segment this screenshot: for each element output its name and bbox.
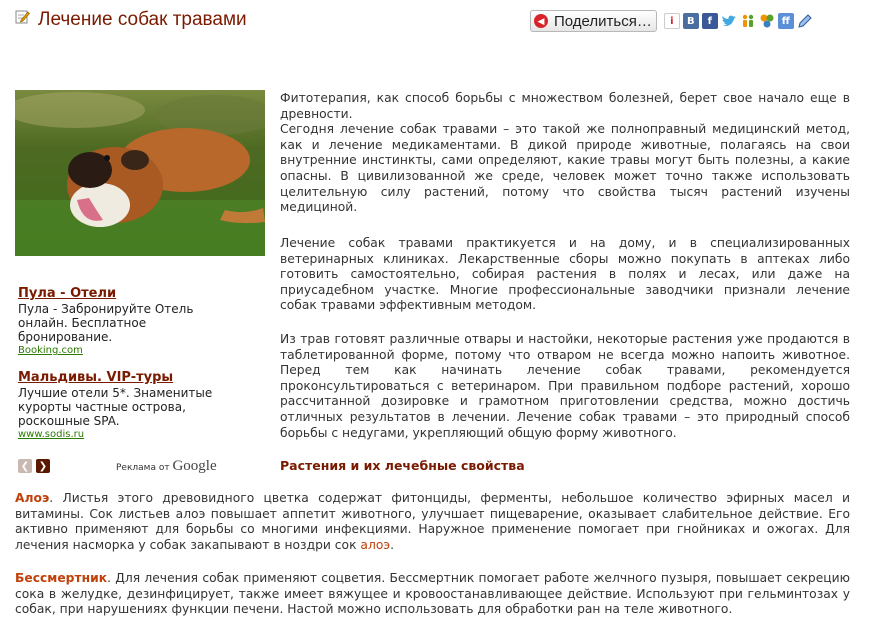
ad-text: Лучшие отели 5*. Знаменитые курорты частные острова, роскошные SPA. <box>18 386 213 428</box>
ad-title[interactable]: Мальдивы. VIP-туры <box>18 370 174 385</box>
livejournal-pen-icon[interactable] <box>797 13 813 29</box>
aloe-text: . Листья этого древовидного цветка содержат фитонциды, ферменты, небольшое количество эфирных масел и витамины. Сок листьев алоэ повышает аппетит животного, улучшает пищеварение, оказывает слабительное действие. Его активно применяют для борьбы со многими инфекциями. Наружное применение помогает при гнойниках и ожогах. Для лечения насморка у собак закапывают в ноздри сок <box>15 491 850 552</box>
share-button-label: Поделиться… <box>554 12 652 30</box>
facebook-icon[interactable]: f <box>702 13 718 29</box>
aloe-end: . <box>390 537 395 552</box>
aloe-link[interactable]: алоэ <box>360 537 391 552</box>
odnoklassniki-icon[interactable] <box>740 13 756 29</box>
edit-icon <box>15 9 30 24</box>
aloe-section <box>15 491 850 553</box>
ad-url[interactable]: Booking.com <box>18 345 83 356</box>
ad-block <box>18 286 243 454</box>
moi-mir-icon[interactable] <box>759 13 775 29</box>
prev-ad-icon[interactable]: ❮ <box>18 459 32 473</box>
page-title: Лечение собак травами <box>38 9 247 30</box>
paragraph <box>15 491 850 553</box>
share-button[interactable] <box>530 10 657 32</box>
twitter-icon[interactable] <box>721 13 737 29</box>
article-block-3 <box>280 332 850 441</box>
paragraph: Фитотерапия, как способ борьбы с множеством болезней, берет свое начало еще в древности. <box>280 91 850 121</box>
share-bar <box>530 10 813 32</box>
ad-text: Пула - Забронируйте Отель онлайн. Бесплатное бронирование. <box>18 302 194 344</box>
next-ad-icon[interactable]: ❯ <box>36 459 50 473</box>
plant-term: Бессмертник <box>15 571 108 585</box>
ad-item[interactable] <box>18 370 243 441</box>
google-logo: Google <box>172 458 217 474</box>
ad-navigation <box>18 458 218 476</box>
article-block-2 <box>280 236 850 314</box>
article-intro <box>280 91 850 216</box>
bessmertnik-section <box>15 571 850 618</box>
ad-item[interactable] <box>18 286 243 357</box>
bessmertnik-text: . Для лечения собак применяют соцветия. Бессмертник помогает работе желчного пузыря, повышает секрецию сока в желудке, дезинфицирует, также имеет вяжущее и кровоостанавливающее действие. Используют при гельминтозах у собак, при нарушениях функции печени. Настой можно использовать для обработки ран на теле животного. <box>15 571 850 617</box>
paragraph: Сегодня лечение собак травами – это такой же полноправный медицинский метод, как и лечение медикаментами. В дикой природе животные, полагаясь на свои внутренние инстинкты, сами определяют, какие травы могут быть полезны, а какие опасны. В цивилизованной же среде, человек может точно также использовать целительную силу растений, потому что свойства тысяч растений изучены медициной. <box>280 122 850 215</box>
paragraph: Из трав готовят различные отвары и настойки, некоторые растения уже продаются в таблетированной форме, потому что отваром не всегда можно напоить животное. Перед тем как начинать лечение собак травами, рекомендуется проконсультироваться с ветеринаром. При правильном подборе растений, хорошо рассчитанной дозировке и грамотном приготовлении средства, можно достичь отличных результатов в лечении. Лечение собак травами – это природный способ борьбы с недугами, укрепляющий общую форму животного. <box>280 332 850 440</box>
livejournal-icon[interactable]: i <box>664 13 680 29</box>
paragraph: Лечение собак травами практикуется и на дому, и в специализированных ветеринарных клиниках. Лекарственные сборы можно покупать в аптеках либо готовить самостоятельно, собирая растения в полях и лесах, или даже на приусадебном участке. Многие профессиональные заводчики признали лечение собак травами эффективным методом. <box>280 236 850 313</box>
yandex-share-icon: ◀ <box>534 14 548 28</box>
ads-by-label: Реклама от <box>116 463 170 473</box>
ads-by-google[interactable] <box>116 458 217 475</box>
plant-term: Алоэ <box>15 491 50 505</box>
ad-url[interactable]: www.sodis.ru <box>18 429 85 440</box>
section-heading: Растения и их лечебные свойства <box>280 458 525 473</box>
paragraph <box>15 571 850 618</box>
ad-title[interactable]: Пула - Отели <box>18 286 117 301</box>
dog-photo <box>15 90 265 256</box>
vkontakte-icon[interactable]: B <box>683 13 699 29</box>
friendfeed-icon[interactable]: ff <box>778 13 794 29</box>
